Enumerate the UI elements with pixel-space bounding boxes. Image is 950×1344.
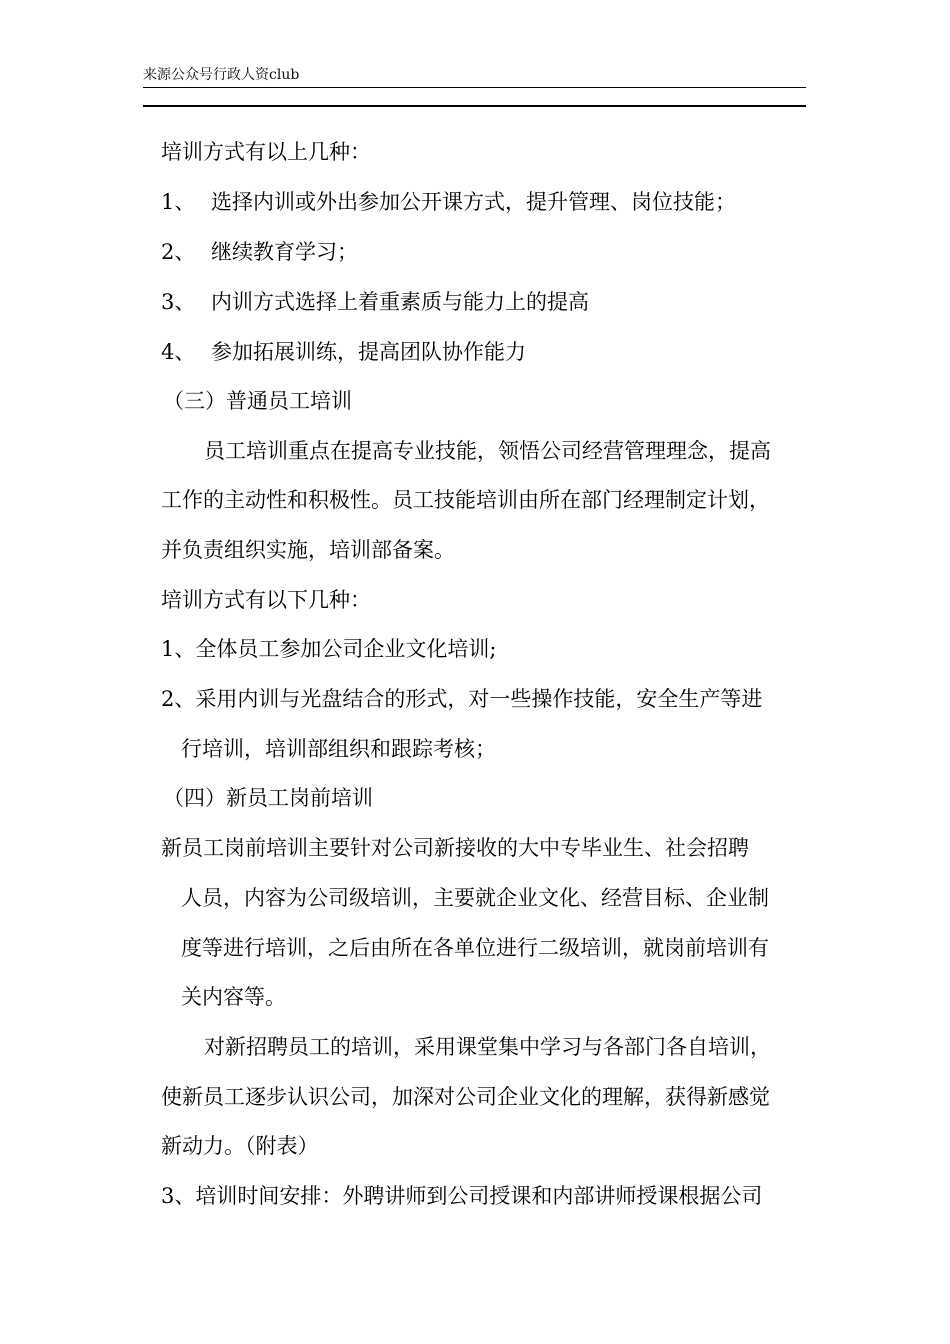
section3-para-line: 工作的主动性和积极性。员工技能培训由所在部门经理制定计划， bbox=[161, 488, 770, 512]
section4-para1-line: 关内容等。 bbox=[181, 985, 286, 1009]
section4-para1-line: 度等进行培训，之后由所在各单位进行二级培训，就岗前培训有 bbox=[181, 936, 769, 960]
list-number: 1、 bbox=[161, 190, 196, 214]
section3-para-line: 员工培训重点在提高专业技能，领悟公司经营管理理念，提高 bbox=[204, 439, 771, 463]
upper-method-item bbox=[161, 238, 811, 266]
list-text: 选择内训或外出参加公开课方式，提升管理、岗位技能； bbox=[211, 190, 736, 214]
header-rule-thick bbox=[143, 105, 806, 107]
item3-training-schedule: 3、培训时间安排：外聘讲师到公司授课和内部讲师授课根据公司 bbox=[161, 1184, 763, 1208]
section4-para2-line: 新动力。（附表） bbox=[161, 1134, 319, 1158]
upper-method-item bbox=[161, 288, 811, 316]
section3-heading: （三）普通员工培训 bbox=[163, 389, 352, 413]
section4-para2-line: 使新员工逐步认识公司，加深对公司企业文化的理解，获得新感觉 bbox=[161, 1085, 770, 1109]
upper-method-item bbox=[161, 338, 811, 366]
list-number: 4、 bbox=[161, 340, 196, 364]
list-text: 继续教育学习； bbox=[211, 240, 358, 264]
list-text: 内训方式选择上着重素质与能力上的提高 bbox=[211, 290, 589, 314]
header-rule-thin bbox=[143, 87, 806, 88]
upper-method-item bbox=[161, 188, 811, 216]
lower-methods-intro: 培训方式有以下几种： bbox=[161, 588, 371, 612]
section4-para2-line: 对新招聘员工的培训，采用课堂集中学习与各部门各自培训， bbox=[204, 1035, 771, 1059]
lower-method-item-2: 2、采用内训与光盘结合的形式，对一些操作技能，安全生产等进 bbox=[161, 687, 763, 711]
list-number: 3、 bbox=[161, 290, 196, 314]
list-text: 参加拓展训练，提高团队协作能力 bbox=[211, 340, 526, 364]
section4-para1-line: 新员工岗前培训主要针对公司新接收的大中专毕业生、社会招聘 bbox=[161, 836, 749, 860]
section4-para1-line: 人员，内容为公司级培训，主要就企业文化、经营目标、企业制 bbox=[181, 886, 769, 910]
header-source-text: 来源公众号行政人资club bbox=[143, 67, 300, 83]
section4-heading: （四）新员工岗前培训 bbox=[163, 786, 373, 810]
section3-para-line: 并负责组织实施，培训部备案。 bbox=[161, 538, 455, 562]
lower-method-item-1: 1、全体员工参加公司企业文化培训; bbox=[161, 637, 497, 661]
upper-methods-intro: 培训方式有以上几种： bbox=[161, 140, 371, 164]
lower-method-item-2-cont: 行培训，培训部组织和跟踪考核； bbox=[181, 737, 496, 761]
list-number: 2、 bbox=[161, 240, 196, 264]
